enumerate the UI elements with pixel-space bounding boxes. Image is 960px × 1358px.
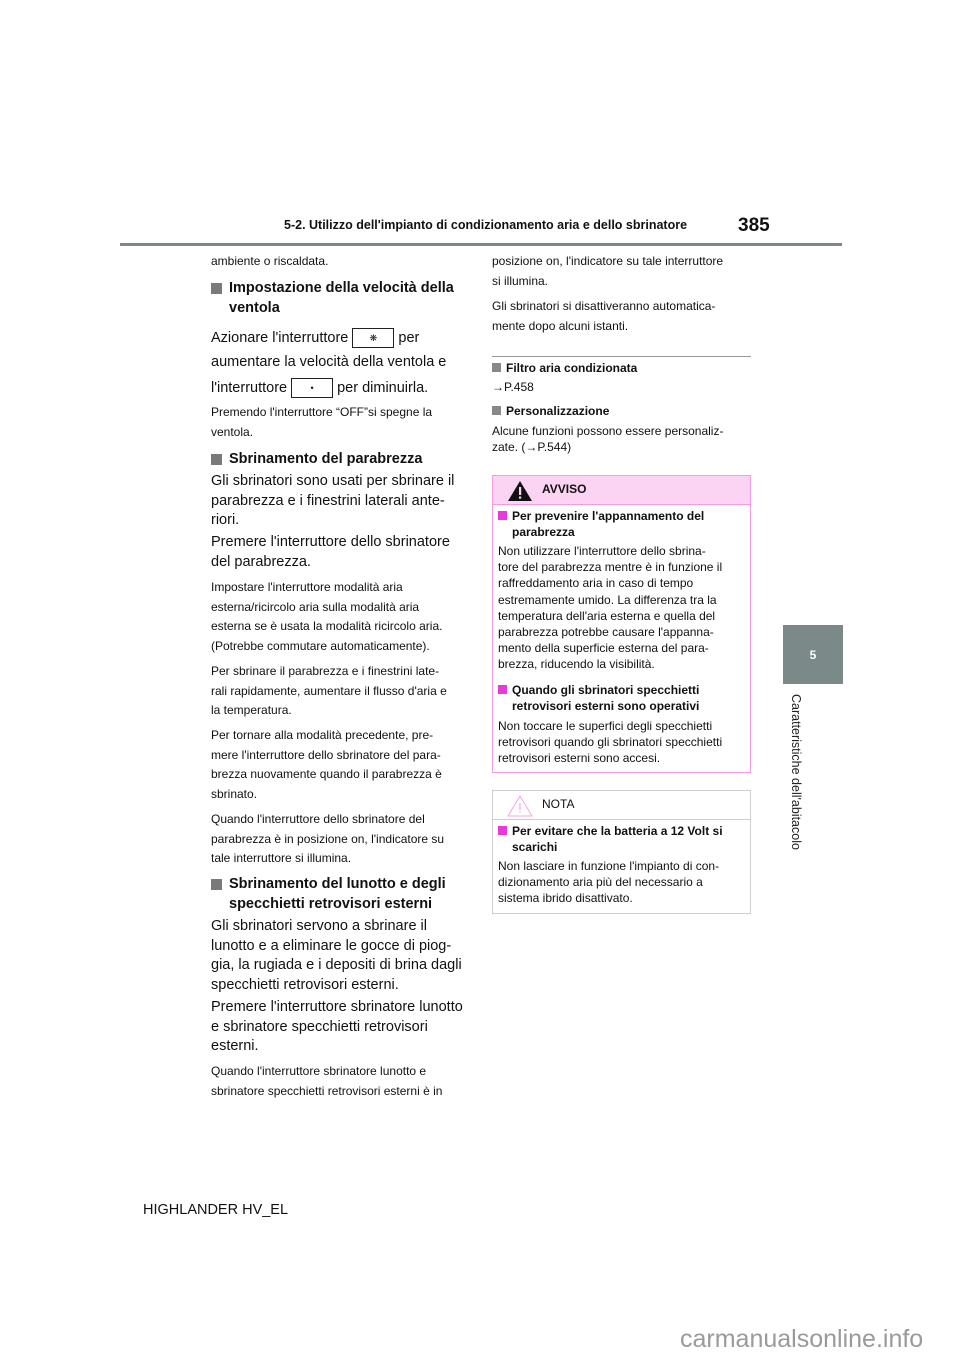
paragraph: Quando l'interruttore sbrinatore lunotto e sbrinatore specchietti retrovisori esterni è in [211, 1064, 443, 1098]
paragraph: Gli sbrinatori sono usati per sbrinare il parabrezza e i finestrini laterali ante- riori. [211, 473, 455, 528]
header-rule [120, 243, 842, 246]
paragraph: Impostare l'interruttore modalità aria esterna/ricircolo aria sulla modalità aria esterna se è usata la modalità ricircolo aria. (Potrebbe commutare automaticamente). [211, 580, 443, 653]
paragraph: Alcune funzioni possono essere personaliz- zate. (→P.544) [492, 424, 724, 455]
paragraph: Gli sbrinatori si disattiveranno automatica- mente dopo alcuni istanti. [492, 299, 716, 333]
text: aumentare la velocità della ventola e [211, 354, 447, 370]
paragraph: Per tornare alla modalità precedente, pre- mere l'interruttore dello sbrinatore del para- brezza nuovamente quando il parabrezza è sbrinato. [211, 728, 442, 801]
fan-low-icon: • [291, 378, 333, 398]
subheading: Filtro aria condizionata [492, 360, 637, 376]
text: Azionare l'interruttore [211, 330, 349, 346]
paragraph: Non toccare le superfici degli specchietti retrovisori quando gli sbrinatori specchietti retrovisori esterni sono accesi. [498, 719, 723, 766]
warning-triangle-icon [507, 480, 533, 502]
footer-model: HIGHLANDER HV_EL [143, 1202, 289, 1218]
fan-high-icon: ❋ [352, 328, 394, 348]
warning-header [493, 476, 750, 505]
caution-triangle-icon [507, 795, 533, 817]
section-heading: Sbrinamento del parabrezza [211, 450, 422, 470]
paragraph: Premere l'interruttore dello sbrinatore del parabrezza. [211, 534, 450, 570]
divider [492, 356, 751, 357]
chapter-title: Caratteristiche dell'abitacolo [789, 694, 803, 850]
section-heading: Impostazione della velocità della ventola [211, 279, 454, 318]
warning-title: AVVISO [542, 482, 587, 496]
paragraph: Per sbrinare il parabrezza e i finestrini late- rali rapidamente, aumentare il flusso d'aria e la temperatura. [211, 664, 447, 717]
paragraph: Quando l'interruttore dello sbrinatore del parabrezza è in posizione on, l'indicatore su tale interruttore si illumina. [211, 812, 445, 865]
section-heading: Sbrinamento del lunotto e degli specchietti retrovisori esterni [211, 875, 446, 914]
paragraph: Premere l'interruttore sbrinatore lunotto e sbrinatore specchietti retrovisori esterni. [211, 999, 463, 1054]
page-reference-link[interactable]: →P.458 [492, 380, 534, 394]
fan-speed-instructions [211, 326, 481, 400]
subheading: Per evitare che la batteria a 12 Volt si scarichi [498, 823, 723, 855]
paragraph: Non utilizzare l'interruttore dello sbrina- tore del parabrezza mentre è in funzione il raffreddamento aria in caso di tempo estremamente umido. La differenza tra la temperatura dell'aria esterna e quella del parabrezza potrebbe causare l'appanna- mento della superficie esterna del para- brezza, riducendo la visibilità. [498, 544, 723, 672]
note-header [493, 791, 750, 820]
watermark: carmanualsonline.info [680, 1325, 924, 1353]
subheading: Personalizzazione [492, 403, 609, 419]
warning-box [492, 475, 751, 773]
note-title: NOTA [542, 797, 575, 811]
text: per diminuirla. [337, 380, 429, 396]
paragraph: ambiente o riscaldata. [211, 254, 329, 268]
chapter-number: 5 [809, 647, 817, 662]
page-number: 385 [738, 215, 770, 236]
chapter-tab[interactable] [783, 625, 843, 684]
text: per [398, 330, 420, 346]
subheading: Quando gli sbrinatori specchietti retrovisori esterni sono operativi [498, 682, 699, 714]
section-title: 5-2. Utilizzo dell'impianto di condizionamento aria e dello sbrinatore [284, 218, 688, 232]
paragraph: Gli sbrinatori servono a sbrinare il lunotto e a eliminare le gocce di piog- gia, la rugiada e i depositi di brina dagli specchietti retrovisori esterni. [211, 918, 462, 993]
paragraph: posizione on, l'indicatore su tale interruttore si illumina. [492, 254, 724, 288]
subheading: Per prevenire l'appannamento del parabrezza [498, 508, 704, 540]
paragraph: Premendo l'interruttore “OFF”si spegne la ventola. [211, 405, 433, 439]
note-box [492, 790, 751, 914]
text: l'interruttore [211, 380, 288, 396]
paragraph: Non lasciare in funzione l'impianto di con- dizionamento aria più del necessario a sistema ibrido disattivato. [498, 859, 720, 906]
